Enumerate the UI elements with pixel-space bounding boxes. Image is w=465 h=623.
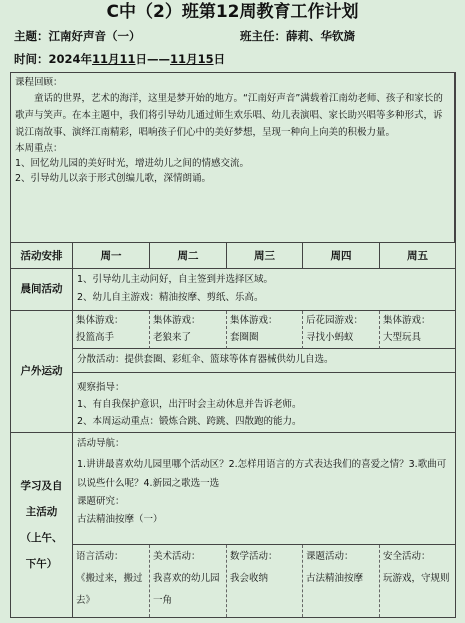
outdoor-game-title: 集体游戏： [383, 315, 431, 326]
outdoor-game-name: 投篮高手 [76, 332, 115, 343]
subject-body: 我喜欢的幼儿园一角 [153, 573, 220, 606]
subject-title: 数学活动： [230, 551, 278, 562]
morning-cell [73, 269, 455, 311]
subject-body: 我会收纳 [230, 573, 269, 584]
time-start-day: 11 [119, 52, 136, 66]
plan-table [10, 72, 456, 618]
outdoor-game-name: 寻找小蚂蚁 [306, 332, 354, 343]
teacher-label: 班主任： [240, 29, 286, 43]
subject-body: 《搬过来，搬过去》 [76, 573, 143, 606]
observation-item-1: 1、有自我保护意识，出汗时会主动休息并告诉老师。 [77, 399, 302, 410]
page-title: C中（2）班第12周教育工作计划 [106, 2, 359, 22]
subject-tue [150, 545, 227, 617]
outdoor-game-thu [303, 311, 380, 349]
time-row [14, 49, 454, 69]
header-activity: 活动安排 [11, 243, 73, 269]
subject-wed [227, 545, 303, 617]
morning-label: 晨间活动 [11, 269, 73, 311]
observation-heading: 观察指导： [77, 382, 125, 393]
subject-title: 安全活动： [383, 551, 431, 562]
time-end-month: 11 [170, 52, 187, 66]
subject-mon [73, 545, 150, 617]
time-month-char-2: 月 [186, 52, 198, 66]
morning-line-1: 1、引导幼儿主动问好，自主签到并选择区域。 [77, 274, 274, 285]
subject-body: 古法精油按摩 [306, 573, 364, 584]
outdoor-game-name: 套圈圈 [230, 332, 259, 343]
header-mon: 周一 [73, 243, 150, 269]
time-start-month: 11 [92, 52, 109, 66]
morning-line-2: 2、幼儿自主游戏：精油按摩、剪纸、乐高。 [77, 292, 264, 303]
teacher-value: 薛莉、华钦旖 [286, 29, 355, 43]
review-heading: 课程回顾： [15, 77, 63, 88]
time-sep: 日—— [135, 52, 171, 66]
outdoor-game-fri [380, 311, 455, 349]
guide-body: 1.讲讲最喜欢幼儿园里哪个活动区？2.怎样用语言的方式表达我们的喜爱之情？3.歌曲可以说些什么呢？4.新园之歌选一选 [77, 459, 447, 489]
header-fri: 周五 [380, 243, 455, 269]
header-tue: 周二 [150, 243, 227, 269]
time-label: 时间：2024年 [14, 52, 93, 66]
theme-label: 主题： [14, 29, 49, 43]
outdoor-game-title: 集体游戏： [153, 315, 201, 326]
theme-value: 江南好声音（一） [48, 29, 141, 43]
outdoor-game-title: 后花园游戏： [306, 315, 364, 326]
research-body: 古法精油按摩（一） [77, 514, 163, 525]
focus-heading: 本周重点： [15, 143, 63, 154]
focus-item-2: 2、引导幼儿以亲于形式创编儿歌，深情朗诵。 [15, 173, 212, 184]
review-cell [11, 73, 455, 243]
outdoor-game-title: 集体游戏： [230, 315, 278, 326]
outdoor-group-activity: 分散活动：提供套圈、彩虹伞、篮球等体育器械供幼儿自选。 [73, 349, 455, 373]
subject-thu [303, 545, 380, 617]
guide-heading: 活动导航： [77, 438, 125, 449]
time-end-day: 15 [197, 52, 214, 66]
subject-fri [380, 545, 455, 617]
outdoor-observation [73, 373, 455, 433]
learning-label: 学习及自主活动（上午、下午） [11, 433, 73, 617]
focus-item-1: 1、回忆幼儿园的美好时光，增进幼儿之间的情感交流。 [15, 158, 250, 169]
header-wed: 周三 [227, 243, 303, 269]
observation-item-2: 2、本周运动重点：锻炼合跳、跨跳、四散跑的能力。 [77, 416, 302, 427]
subject-body: 玩游戏，守规则 [383, 573, 450, 584]
learning-guide [73, 433, 455, 545]
time-month-char-1: 月 [108, 52, 120, 66]
outdoor-game-mon [73, 311, 150, 349]
subject-title: 语言活动： [76, 551, 124, 562]
subject-title: 美术活动： [153, 551, 201, 562]
outdoor-game-wed [227, 311, 303, 349]
theme-row [14, 26, 454, 46]
outdoor-label: 户外运动 [11, 311, 73, 433]
outdoor-game-name: 大型玩具 [383, 332, 422, 343]
outdoor-game-tue [150, 311, 227, 349]
research-heading: 课题研究： [77, 496, 125, 507]
time-day-char: 日 [213, 52, 226, 66]
outdoor-game-name: 老狼来了 [153, 332, 192, 343]
outdoor-game-title: 集体游戏： [76, 315, 124, 326]
review-body: 童话的世界，艺术的海洋，这里是梦开始的地方。“江南好声音”满载着江南幼老师、孩子和家长的歌声与笑声。在本主题中，我们将引导幼儿通过师生欢乐唱、幼儿表演唱、家长助兴唱等多种形式，诉说江南故事、演绎江南精彩，唱响孩子们心中的美好梦想，呈现一种向上向美的积极力量。 [15, 93, 443, 138]
subject-title: 课题活动： [306, 551, 354, 562]
header-thu: 周四 [303, 243, 380, 269]
